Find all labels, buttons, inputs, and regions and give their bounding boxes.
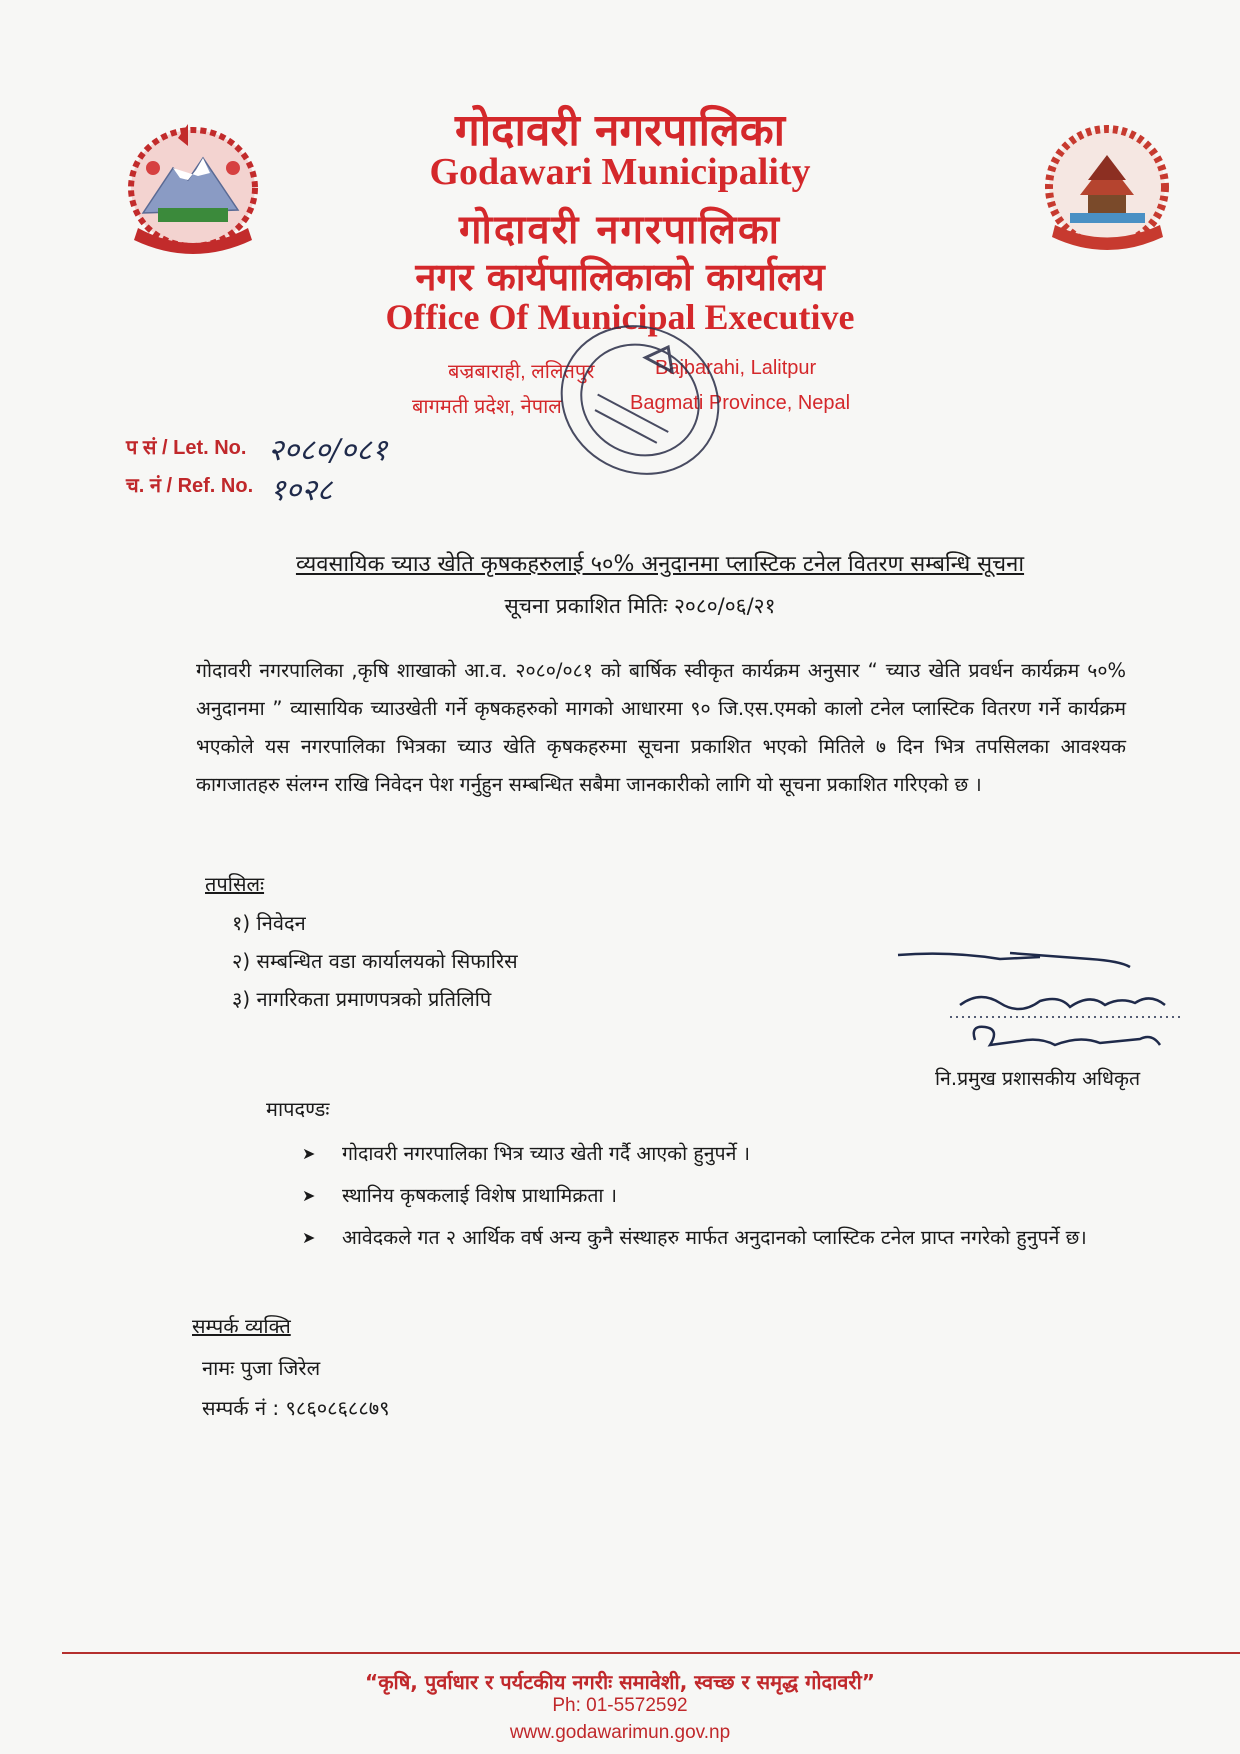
reference-number-label: च. नं / Ref. No. — [126, 475, 254, 497]
list-item: ३) नागरिकता प्रमाणपत्रको प्रतिलिपि — [232, 987, 492, 1011]
notice-body-text: गोदावरी नगरपालिका ,कृषि शाखाको आ.व. २०८०/०८१ को बार्षिक स्वीकृत कार्यक्रम अनुसार “ च्याउ खेति प्रवर्धन कार्यक्रम ५०% अनुदानमा ” व्यासायिक च्याउखेती गर्ने कृषकहरुको मागको आधारमा ९० जि.एस.एमको कालो टनेल प्लास्टिक वितरण गर्ने कार्यक्रम भएकोले यस नगरपालिका भित्रका च्याउ खेति कृषकहरुमा सूचना प्रकाशित भएको मितिले ७ दिन भित्र तपसिलका आवश्यक कागजातहरु संलग्न राखि निवेदन पेश गर्नुहुन सम्बन्धित सबैमा जानकारीको लागि यो सूचना प्रकाशित गरिएको छ । — [196, 659, 1126, 796]
criteria-list — [302, 1135, 1122, 1261]
list-item: ➤ आवेदकले गत २ आर्थिक वर्ष अन्य कुनै संस्थाहरु मार्फत अनुदानको प्लास्टिक टनेल प्राप्त नगरेको हुनुपर्ने छ। — [302, 1219, 1122, 1257]
contact-phone: सम्पर्क नं : ९८६०८६८८७९ — [202, 1396, 390, 1420]
signatory-title: नि.प्रमुख प्रशासकीय अधिकृत — [935, 1067, 1141, 1090]
address-line2-english: Bagmati Province, Nepal — [630, 392, 851, 414]
notice-published-date: सूचना प्रकाशित मितिः २०८०/०६/२१ — [504, 594, 776, 618]
arrow-bullet-icon: ➤ — [302, 1186, 316, 1205]
details-heading: तपसिलः — [205, 872, 265, 896]
office-name-nepali: नगर कार्यपालिकाको कार्यालय — [415, 254, 825, 299]
municipality-name-nepali: गोदावरी नगरपालिका — [454, 105, 786, 156]
reference-number-value: १०२८ — [270, 473, 333, 508]
footer-slogan: “कृषि, पुर्वाधार र पर्यटकीय नगरीः समावेशी, स्वच्छ र समृद्ध गोदावरी” — [365, 1670, 875, 1694]
address-line2-nepali: बागमती प्रदेश, नेपाल — [412, 396, 562, 418]
notice-title: व्यवसायिक च्याउ खेति कृषकहरुलाई ५०% अनुदानमा प्लास्टिक टनेल वितरण सम्बन्धि सूचना — [295, 552, 1025, 577]
list-item: १) निवेदन — [232, 911, 306, 935]
arrow-bullet-icon: ➤ — [302, 1228, 316, 1247]
footer-phone: Ph: 01-5572592 — [552, 1695, 688, 1716]
list-item: २) सम्बन्धित वडा कार्यालयको सिफारिस — [232, 949, 518, 973]
address-line1-nepali: बज्रबाराही, ललितपुर — [448, 361, 595, 383]
letter-number-value: २०८०/०८१ — [268, 433, 388, 468]
list-item: ➤ स्थानिय कृषकलाई विशेष प्राथामिक्रता । — [302, 1177, 1122, 1215]
nepal-coat-of-arms-emblem — [118, 118, 268, 258]
municipality-name-english: Godawari Municipality — [429, 151, 811, 193]
official-seal-stamp — [540, 305, 740, 495]
footer-website: www.godawarimun.gov.np — [509, 1722, 731, 1743]
godawari-municipality-logo — [1040, 125, 1175, 255]
contact-name: नामः पुजा जिरेल — [202, 1356, 321, 1380]
contact-heading: सम्पर्क व्यक्ति — [192, 1314, 291, 1338]
letter-number-label: प सं / Let. No. — [126, 437, 247, 459]
criteria-heading: मापदण्डः — [266, 1097, 330, 1121]
municipality-name-newari: गोदावरी नगरपालिका — [458, 206, 782, 253]
address-line1-english: Bajbarahi, Lalitpur — [655, 357, 817, 379]
details-list — [232, 904, 518, 1018]
handwritten-signature — [890, 945, 1210, 1075]
footer-divider — [62, 1652, 1240, 1654]
arrow-bullet-icon: ➤ — [302, 1144, 316, 1163]
list-item: ➤ गोदावरी नगरपालिका भित्र च्याउ खेती गर्दै आएको हुनुपर्ने । — [302, 1135, 1122, 1173]
office-name-english: Office Of Municipal Executive — [385, 297, 855, 337]
